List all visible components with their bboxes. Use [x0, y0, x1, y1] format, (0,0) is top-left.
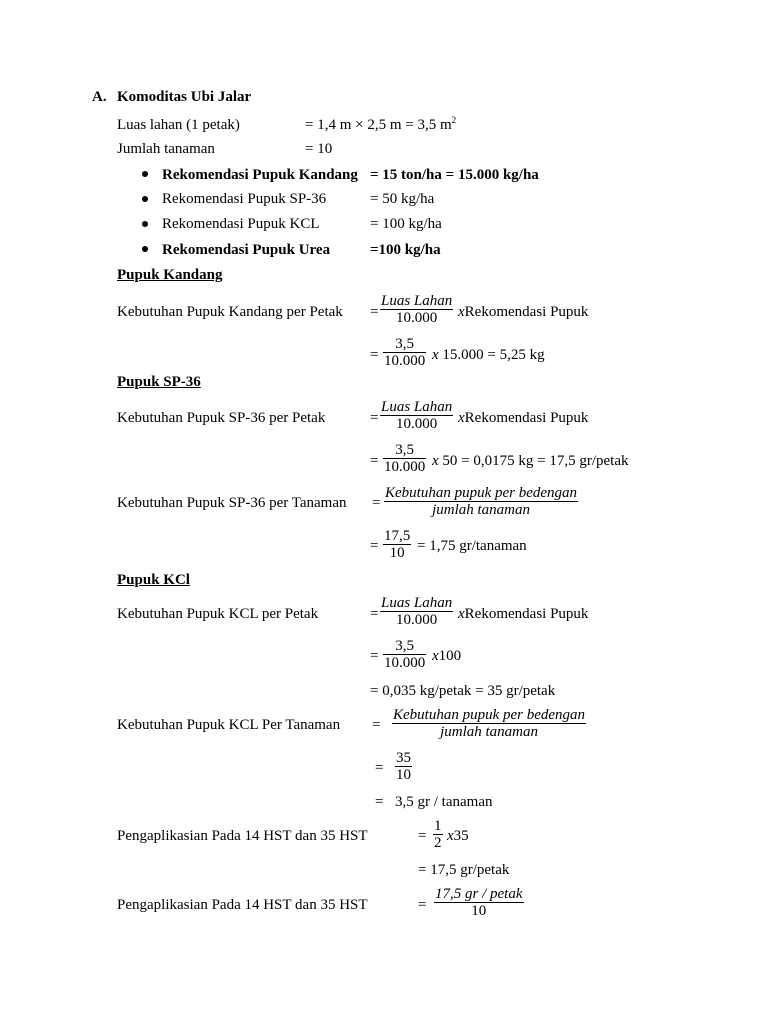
- calc-label: Kebutuhan Pupuk Kandang per Petak: [117, 304, 343, 320]
- equals-sign: =: [418, 897, 427, 913]
- list-item-value: = 15 ton/ha = 15.000 kg/ha: [370, 167, 539, 183]
- fraction: $\frac{1}{2}$: [434, 818, 442, 851]
- info-label: Luas lahan (1 petak): [117, 117, 240, 133]
- section-title: Komoditas Ubi Jalar: [117, 89, 252, 105]
- section-letter: A.: [92, 89, 107, 105]
- calc-label: Kebutuhan Pupuk SP-36 per Tanaman: [117, 495, 347, 511]
- bullet-icon: [142, 246, 148, 252]
- fraction: Kebutuhan pupuk per bedengan jumlah tanaman: [385, 485, 578, 518]
- fraction: $\frac{3,5}{10.000}$: [384, 442, 426, 475]
- subsection-heading: Pupuk KCl: [117, 572, 190, 588]
- fraction: Luas Lahan 10.000: [381, 399, 453, 432]
- equals-sign: =: [370, 538, 379, 554]
- equals-sign: =: [370, 453, 379, 469]
- fraction: Luas Lahan 10.000: [381, 293, 453, 326]
- fraction: 17,5 gr / petak 10: [435, 886, 523, 919]
- list-item-value: = 50 kg/ha: [370, 191, 435, 207]
- formula-result: x100: [432, 648, 462, 664]
- equals-sign: =: [370, 648, 379, 664]
- equals-sign: =: [418, 828, 427, 844]
- list-item-label: Rekomendasi Pupuk KCL: [162, 216, 320, 232]
- calc-label: Kebutuhan Pupuk SP-36 per Petak: [117, 410, 326, 426]
- calc-label: Pengaplikasian Pada 14 HST dan 35 HST: [117, 897, 368, 913]
- formula-result: 3,5 gr / tanaman: [395, 794, 493, 810]
- bullet-icon: [142, 196, 148, 202]
- formula-result: x 15.000 = 5,25 kg: [432, 347, 545, 363]
- list-item-label: Rekomendasi Pupuk SP-36: [162, 191, 327, 207]
- formula-result: = 17,5 gr/petak: [418, 862, 510, 878]
- equals-sign: =: [370, 347, 379, 363]
- list-item-label: Rekomendasi Pupuk Urea: [162, 242, 331, 258]
- fraction: $\frac{3,5}{10.000}$: [384, 336, 426, 369]
- calc-label: Kebutuhan Pupuk KCL Per Tanaman: [117, 717, 341, 733]
- list-item-value: =100 kg/ha: [370, 242, 441, 258]
- formula-result: x35: [447, 828, 469, 844]
- list-item-label: Rekomendasi Pupuk Kandang: [162, 167, 358, 183]
- calc-label: Kebutuhan Pupuk KCL per Petak: [117, 606, 319, 622]
- formula-result: = 1,75 gr/tanaman: [417, 538, 527, 554]
- equals-sign: =: [375, 760, 384, 776]
- info-value: = 1,4 m × 2,5 m = 3,5 $m^2$: [305, 115, 457, 133]
- bullet-icon: [142, 171, 148, 177]
- fraction: $\frac{17,5}{10}$: [384, 528, 411, 561]
- equals-sign: =: [370, 410, 379, 426]
- equals-sign: =: [370, 606, 379, 622]
- formula-result: x 50 = 0,0175 kg = 17,5 gr/petak: [432, 453, 629, 469]
- info-label: Jumlah tanaman: [117, 141, 215, 157]
- equals-sign: =: [375, 794, 384, 810]
- fraction: Kebutuhan pupuk per bedengan jumlah tanaman: [393, 707, 586, 740]
- formula-text: xRekomendasi Pupuk: [458, 606, 589, 622]
- fraction: $\frac{35}{10}$: [396, 750, 411, 783]
- formula-result: = 0,035 kg/petak = 35 gr/petak: [370, 683, 556, 699]
- equals-sign: =: [370, 304, 379, 320]
- formula-text: xRekomendasi Pupuk: [458, 410, 589, 426]
- subsection-heading: Pupuk SP-36: [117, 374, 201, 390]
- info-value: = 10: [305, 141, 333, 157]
- list-item-value: = 100 kg/ha: [370, 216, 442, 232]
- formula-text: xRekomendasi Pupuk: [458, 304, 589, 320]
- subsection-heading: Pupuk Kandang: [117, 267, 223, 283]
- fraction: $\frac{3,5}{10.000}$: [384, 638, 426, 671]
- equals-sign: =: [372, 717, 381, 733]
- calc-label: Pengaplikasian Pada 14 HST dan 35 HST: [117, 828, 368, 844]
- bullet-icon: [142, 221, 148, 227]
- equals-sign: =: [372, 495, 381, 511]
- fraction: Luas Lahan 10.000: [381, 595, 453, 628]
